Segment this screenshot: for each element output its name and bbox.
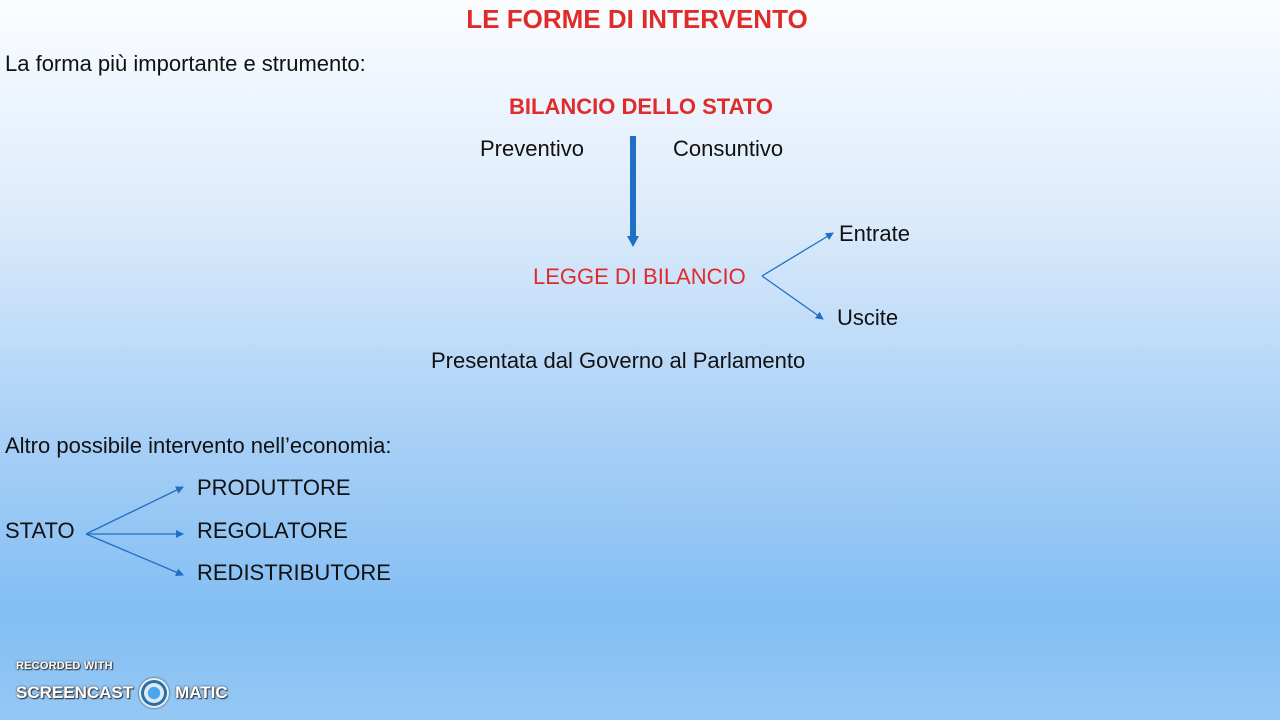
legge-di-bilancio-label: LEGGE DI BILANCIO — [533, 264, 746, 289]
entrate-label: Entrate — [839, 221, 910, 246]
altro-heading: Altro possibile intervento nell’economia: — [5, 433, 392, 458]
arrow-to-uscite — [762, 276, 823, 319]
watermark-right-text: MATIC — [175, 683, 228, 702]
screencast-watermark — [16, 660, 228, 708]
arrow-to-produttore — [86, 487, 183, 534]
stato-label: STATO — [5, 518, 75, 543]
watermark-top-text: RECORDED WITH — [16, 660, 113, 672]
presentata-note: Presentata dal Governo al Parlamento — [431, 348, 806, 373]
vertical-arrow-shaft — [630, 136, 636, 238]
role-produttore: PRODUTTORE — [197, 475, 351, 500]
bilancio-title: BILANCIO DELLO STATO — [509, 94, 773, 119]
arrow-to-entrate — [762, 233, 833, 276]
consuntivo-label: Consuntivo — [673, 136, 784, 161]
intro-text: La forma più importante e strumento: — [5, 51, 366, 76]
screencast-logo-icon — [139, 678, 169, 708]
arrow-to-redistributore — [86, 534, 183, 575]
watermark-left-text: SCREENCAST — [16, 683, 134, 702]
role-regolatore: REGOLATORE — [197, 518, 348, 543]
preventivo-label: Preventivo — [480, 136, 584, 161]
uscite-label: Uscite — [837, 305, 899, 330]
page-title: LE FORME DI INTERVENTO — [466, 4, 808, 34]
vertical-arrow-head — [627, 236, 639, 247]
role-redistributore: REDISTRIBUTORE — [197, 560, 391, 585]
